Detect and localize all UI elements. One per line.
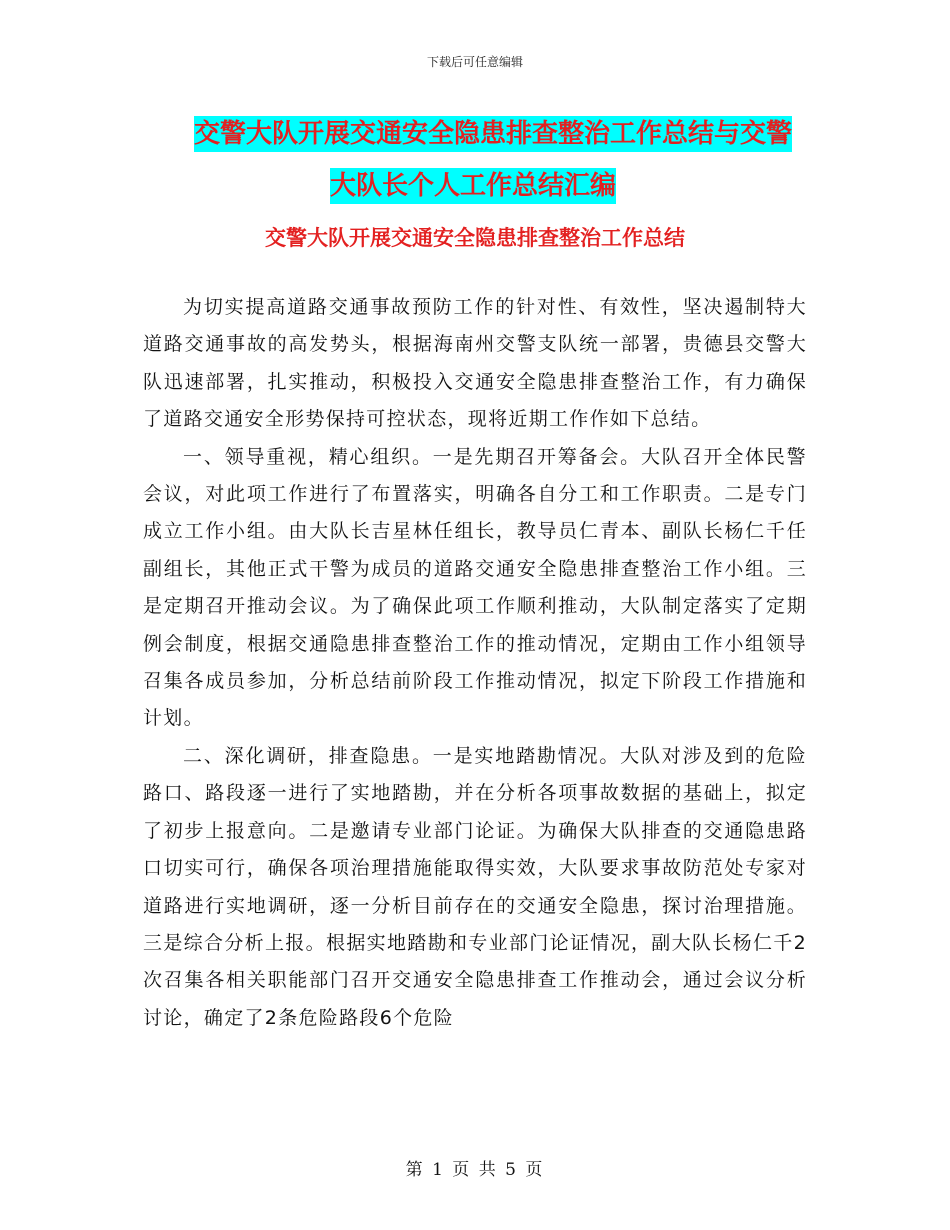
body-text xyxy=(143,289,807,1037)
title-line-1: 交警大队开展交通安全隐患排查整治工作总结与交警 xyxy=(194,116,792,152)
section-title: 交警大队开展交通安全隐患排查整治工作总结 xyxy=(265,226,685,250)
paragraph-leadership: 一、领导重视，精心组织。一是先期召开筹备会。大队召开全体民警会议，对此项工作进行了布置落实，明确各自分工和工作职责。二是专门成立工作小组。由大队长吉星林任组长，教导员仁青本、副队长杨仁千任副组长，其他正式干警为成员的道路交通安全隐患排查整治工作小组。三是定期召开推动会议。为了确保此项工作顺利推动，大队制定落实了定期例会制度，根据交通隐患排查整治工作的推动情况，定期由工作小组领导召集各成员参加，分析总结前阶段工作推动情况，拟定下阶段工作措施和计划。 xyxy=(143,445,807,730)
paragraph-investigation: 二、深化调研，排查隐患。一是实地踏勘情况。大队对涉及到的危险路口、路段逐一进行了实地踏勘，并在分析各项事故数据的基础上，拟定了初步上报意向。二是邀请专业部门论证。为确保大队排查的交通隐患路口切实可行，确保各项治理措施能取得实效，大队要求事故防范处专家对道路进行实地调研，逐一分析目前存在的交通安全隐患，探讨治理措施。三是综合分析上报。根据实地踏勘和专业部门论证情况，副大队长杨仁千2次召集各相关职能部门召开交通安全隐患排查工作推动会，通过会议分析讨论，确定了2条危险路段6个危险 xyxy=(143,744,807,1029)
header-note: 下载后可任意编辑 xyxy=(426,55,523,69)
paragraph-intro: 为切实提高道路交通事故预防工作的针对性、有效性，坚决遏制特大道路交通事故的高发势头，根据海南州交警支队统一部署，贵德县交警大队迅速部署，扎实推动，积极投入交通安全隐患排查整治工作，有力确保了道路交通安全形势保持可控状态，现将近期工作作如下总结。 xyxy=(143,296,807,431)
page-number: 第 1 页 共 5 页 xyxy=(405,1160,545,1180)
title-line-2: 大队长个人工作总结汇编 xyxy=(330,168,616,204)
document-title xyxy=(140,108,820,212)
